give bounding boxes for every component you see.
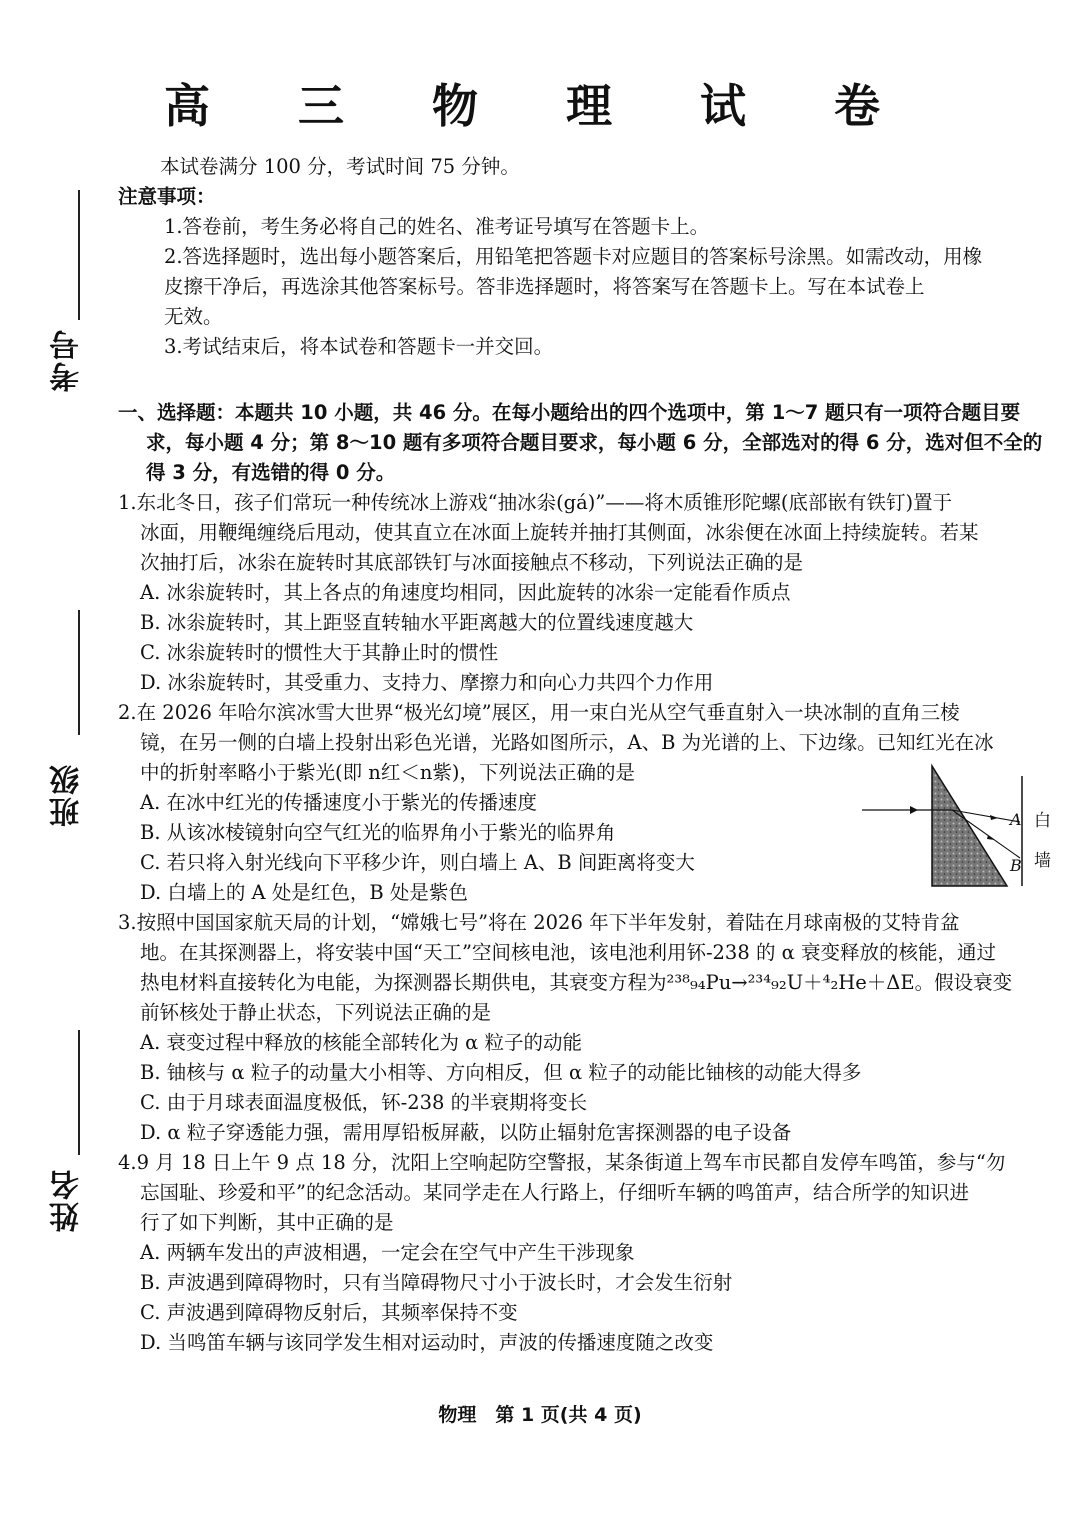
q2-stem: 2.在 2026 年哈尔滨冰雪大世界“极光幻境”展区，用一束白光从空气垂直射入一块冰制的直角三棱 bbox=[118, 701, 960, 724]
wall-label-2: 墙 bbox=[1034, 851, 1051, 871]
q4-option-b: B. 声波遇到障碍物时，只有当障碍物尺寸小于波长时，才会发生衍射 bbox=[140, 1271, 733, 1294]
q3-stem: 前钚核处于静止状态，下列说法正确的是 bbox=[140, 1001, 492, 1024]
q4-stem: 忘国耻、珍爱和平”的纪念活动。某同学走在人行路上，仔细听车辆的鸣笛声，结合所学的知识进 bbox=[140, 1181, 969, 1204]
q1-option-a: A. 冰尜旋转时，其上各点的角速度均相同，因此旋转的冰尜一定能看作质点 bbox=[140, 581, 791, 604]
q4-option-d: D. 当鸣笛车辆与该同学发生相对运动时，声波的传播速度随之改变 bbox=[140, 1331, 714, 1354]
prism-shape bbox=[932, 766, 1007, 886]
label-b: B bbox=[1010, 856, 1022, 875]
xingming-label: 姓名 bbox=[50, 1168, 85, 1232]
q4-stem: 行了如下判断，其中正确的是 bbox=[140, 1211, 394, 1234]
page-title: 高 三 物 理 试 卷 bbox=[163, 79, 917, 133]
q3-option-a: A. 衰变过程中释放的核能全部转化为 α 粒子的动能 bbox=[140, 1031, 583, 1054]
q2-option-c: C. 若只将入射光线向下平移少许，则白墙上 A、B 间距离将变大 bbox=[140, 851, 695, 874]
q2-stem: 镜，在另一侧的白墙上投射出彩色光谱，光路如图所示，A、B 为光谱的上、下边缘。已知红光在冰 bbox=[140, 731, 994, 754]
prism-figure bbox=[862, 762, 1062, 892]
banji-line bbox=[78, 610, 80, 735]
q1-stem: 1.东北冬日，孩子们常玩一种传统冰上游戏“抽冰尜(gá)”——将木质锥形陀螺(底部嵌有铁钉)置于 bbox=[118, 491, 953, 514]
ray-arrow-icon bbox=[910, 806, 918, 814]
notice-item: 2.答选择题时，选出每小题答案后，用铅笔把答题卡对应题目的答案标号涂黑。如需改动，用橡 bbox=[164, 245, 983, 268]
q4-option-c: C. 声波遇到障碍物反射后，其频率保持不变 bbox=[140, 1301, 518, 1324]
q3-stem: 热电材料直接转化为电能，为探测器长期供电，其衰变方程为²³⁸₉₄Pu→²³⁴₉₂U＋⁴₂He＋ΔE。假设衰变 bbox=[140, 971, 1013, 994]
q3-option-c: C. 由于月球表面温度极低，钚-238 的半衰期将变长 bbox=[140, 1091, 588, 1114]
prism-diagram bbox=[862, 762, 1062, 892]
q2-option-d: D. 白墙上的 A 处是红色，B 处是紫色 bbox=[140, 881, 468, 904]
wall-label-1: 白 bbox=[1034, 811, 1051, 831]
q1-option-c: C. 冰尜旋转时的惯性大于其静止时的惯性 bbox=[140, 641, 499, 664]
q1-option-d: D. 冰尜旋转时，其受重力、支持力、摩擦力和向心力共四个力作用 bbox=[140, 671, 714, 694]
q4-option-a: A. 两辆车发出的声波相遇，一定会在空气中产生干涉现象 bbox=[140, 1241, 635, 1264]
q1-stem: 冰面，用鞭绳缠绕后甩动，使其直立在冰面上旋转并抽打其侧面，冰尜便在冰面上持续旋转。若某 bbox=[140, 521, 979, 544]
q3-option-b: B. 铀核与 α 粒子的动量大小相等、方向相反，但 α 粒子的动能比铀核的动能大得多 bbox=[140, 1061, 862, 1084]
banji-label: 班级 bbox=[50, 763, 85, 827]
q2-option-b: B. 从该冰棱镜射向空气红光的临界角小于紫光的临界角 bbox=[140, 821, 616, 844]
page-footer: 物理 第 1 页(共 4 页) bbox=[438, 1404, 642, 1426]
ray-arrow-icon bbox=[987, 835, 995, 840]
kaohao-line bbox=[78, 190, 80, 320]
notice-item: 皮擦干净后，再选涂其他答案标号。答非选择题时，将答案写在答题卡上。写在本试卷上 bbox=[164, 275, 925, 298]
kaohao-label: 考号 bbox=[50, 328, 85, 392]
q1-stem: 次抽打后，冰尜在旋转时其底部铁钉与冰面接触点不移动，下列说法正确的是 bbox=[140, 551, 804, 574]
exam-content bbox=[118, 152, 1056, 1358]
q3-option-d: D. α 粒子穿透能力强，需用厚铅板屏蔽，以防止辐射危害探测器的电子设备 bbox=[140, 1121, 792, 1144]
q3-stem: 3.按照中国国家航天局的计划，“嫦娥七号”将在 2026 年下半年发射，着陆在月球南极的艾特肯盆 bbox=[118, 911, 960, 934]
label-a: A bbox=[1010, 810, 1022, 829]
notice-item: 1.答卷前，考生务必将自己的姓名、准考证号填写在答题卡上。 bbox=[164, 215, 710, 238]
section-heading-cont: 求，每小题 4 分；第 8～10 题有多项符合题目要求，每小题 6 分，全部选对的得 6 分，选对但不全的 bbox=[146, 431, 1043, 454]
notice-item: 3.考试结束后，将本试卷和答题卡一并交回。 bbox=[164, 335, 554, 358]
section-heading-cont: 得 3 分，有选错的得 0 分。 bbox=[146, 461, 396, 484]
q3-stem: 地。在其探测器上，将安装中国“天工”空间核电池，该电池利用钚-238 的 α 衰变释放的核能，通过 bbox=[140, 941, 997, 964]
intro-text: 本试卷满分 100 分，考试时间 75 分钟。 bbox=[160, 155, 520, 178]
notice-heading: 注意事项： bbox=[118, 185, 216, 208]
notice-item: 无效。 bbox=[164, 305, 223, 328]
q2-option-a: A. 在冰中红光的传播速度小于紫光的传播速度 bbox=[140, 791, 537, 814]
section-heading: 一、选择题：本题共 10 小题，共 46 分。在每小题给出的四个选项中，第 1～7 题只有一项符合题目要 bbox=[118, 401, 1021, 424]
q1-option-b: B. 冰尜旋转时，其上距竖直转轴水平距离越大的位置线速度越大 bbox=[140, 611, 694, 634]
xingming-line bbox=[78, 1030, 80, 1155]
q2-stem: 中的折射率略小于紫光(即 n红＜n紫)，下列说法正确的是 bbox=[140, 761, 636, 784]
q4-stem: 4.9 月 18 日上午 9 点 18 分，沈阳上空响起防空警报，某条街道上驾车市民都自发停车鸣笛，参与“勿 bbox=[118, 1151, 1006, 1174]
